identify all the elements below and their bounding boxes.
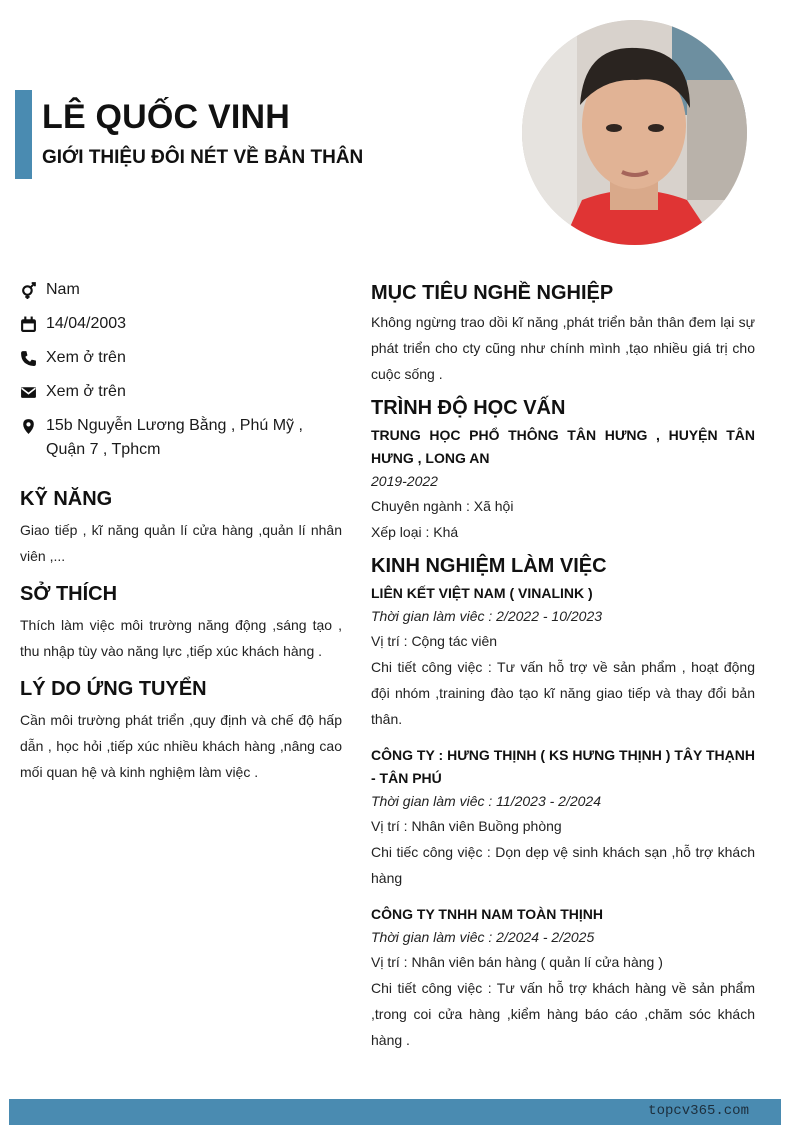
contact-birthdate bbox=[20, 312, 342, 336]
contact-birthdate-text: 14/04/2003 bbox=[46, 315, 127, 332]
education-section bbox=[371, 397, 755, 545]
calendar-icon bbox=[20, 312, 46, 336]
candidate-name: LÊ QUỐC VINH bbox=[42, 98, 290, 136]
contact-email bbox=[20, 380, 342, 404]
contact-phone-text: Xem ở trên bbox=[46, 349, 126, 366]
contact-gender bbox=[20, 278, 342, 302]
footer-site-link[interactable]: topcv365.com bbox=[648, 1103, 749, 1119]
contact-email-text: Xem ở trên bbox=[46, 383, 126, 400]
hobbies-title: SỞ THÍCH bbox=[20, 583, 118, 605]
job-position: Vị trí : Nhân viên Buồng phòng bbox=[371, 818, 562, 834]
reason-title: LÝ DO ỨNG TUYỂN bbox=[20, 678, 207, 700]
left-column bbox=[20, 278, 342, 785]
experience-section bbox=[371, 555, 755, 1053]
phone-icon bbox=[20, 346, 46, 370]
job-period: Thời gian làm viêc : 2/2022 - 10/2023 bbox=[371, 608, 603, 624]
location-pin-icon bbox=[20, 414, 46, 438]
header-accent-bar bbox=[15, 90, 32, 179]
hobbies-text: Thích làm việc môi trường năng động ,sáng tạo , thu nhập tùy vào năng lực ,tiếp xúc khách hàng . bbox=[20, 617, 342, 659]
gender-icon bbox=[20, 278, 46, 302]
job-detail: Chi tiết công việc : Tư vấn hỗ trợ về sản phẩm , hoạt động đội nhóm ,training đào tạo kĩ năng giao tiếp và thay đổi bản thân. bbox=[371, 659, 755, 727]
education-rank: Xếp loại : Khá bbox=[371, 524, 459, 540]
education-title: TRÌNH ĐỘ HỌC VẤN bbox=[371, 397, 566, 419]
experience-item bbox=[371, 744, 755, 891]
right-column bbox=[371, 282, 755, 1065]
job-detail: Chi tiết công việc : Tư vấn hỗ trợ khách hàng về sản phẩm ,trong coi cửa hàng ,kiểm hàng báo cáo ,chăm sóc khách hàng . bbox=[371, 980, 755, 1048]
job-period: Thời gian làm viêc : 2/2024 - 2/2025 bbox=[371, 929, 595, 945]
education-school: TRUNG HỌC PHỔ THÔNG TÂN HƯNG , HUYỆN TÂN HƯNG , LONG AN bbox=[371, 427, 755, 466]
envelope-icon bbox=[20, 380, 46, 404]
job-position: Vị trí : Cộng tác viên bbox=[371, 633, 498, 649]
job-position: Vị trí : Nhân viên bán hàng ( quản lí cửa hàng ) bbox=[371, 954, 663, 970]
job-detail: Chi tiếc công việc : Dọn dẹp vệ sinh khách sạn ,hỗ trợ khách hàng bbox=[371, 844, 755, 886]
footer-bar bbox=[9, 1099, 781, 1125]
avatar bbox=[522, 20, 747, 245]
job-company: LIÊN KẾT VIỆT NAM ( VINALINK ) bbox=[371, 585, 593, 601]
job-company: CÔNG TY TNHH NAM TOÀN THỊNH bbox=[371, 906, 604, 922]
job-period: Thời gian làm viêc : 11/2023 - 2/2024 bbox=[371, 793, 602, 809]
contact-gender-text: Nam bbox=[46, 281, 80, 298]
contact-address-text: 15b Nguyễn Lương Bằng , Phú Mỹ , Quận 7 , Tphcm bbox=[46, 417, 303, 458]
experience-title: KINH NGHIỆM LÀM VIỆC bbox=[371, 555, 607, 577]
skills-title: KỸ NĂNG bbox=[20, 488, 113, 510]
education-period: 2019-2022 bbox=[371, 473, 438, 489]
objective-text: Không ngừng trao dồi kĩ năng ,phát triển bản thân đem lại sự phát triển cho cty cũng như chính mình ,tạo nhiều giá trị cho cuộc sống . bbox=[371, 314, 755, 382]
objective-title: MỤC TIÊU NGHỀ NGHIỆP bbox=[371, 282, 614, 304]
job-company: CÔNG TY : HƯNG THỊNH ( KS HƯNG THỊNH ) TÂY THẠNH - TÂN PHÚ bbox=[371, 747, 755, 786]
header-subtitle: GIỚI THIỆU ĐÔI NÉT VỀ BẢN THÂN bbox=[42, 147, 364, 168]
objective-section bbox=[371, 282, 755, 387]
contact-phone bbox=[20, 346, 342, 370]
experience-item bbox=[371, 582, 755, 732]
education-major: Chuyên ngành : Xã hội bbox=[371, 498, 514, 514]
skills-text: Giao tiếp , kĩ năng quản lí cửa hàng ,quản lí nhân viên ,... bbox=[20, 522, 342, 564]
experience-item bbox=[371, 903, 755, 1053]
contact-address bbox=[20, 414, 342, 462]
reason-text: Cần môi trường phát triển ,quy định và chế độ hấp dẫn , học hỏi ,tiếp xúc nhiều khách hàng ,nâng cao mối quan hệ và kinh nghiệm làm việc . bbox=[20, 712, 342, 780]
